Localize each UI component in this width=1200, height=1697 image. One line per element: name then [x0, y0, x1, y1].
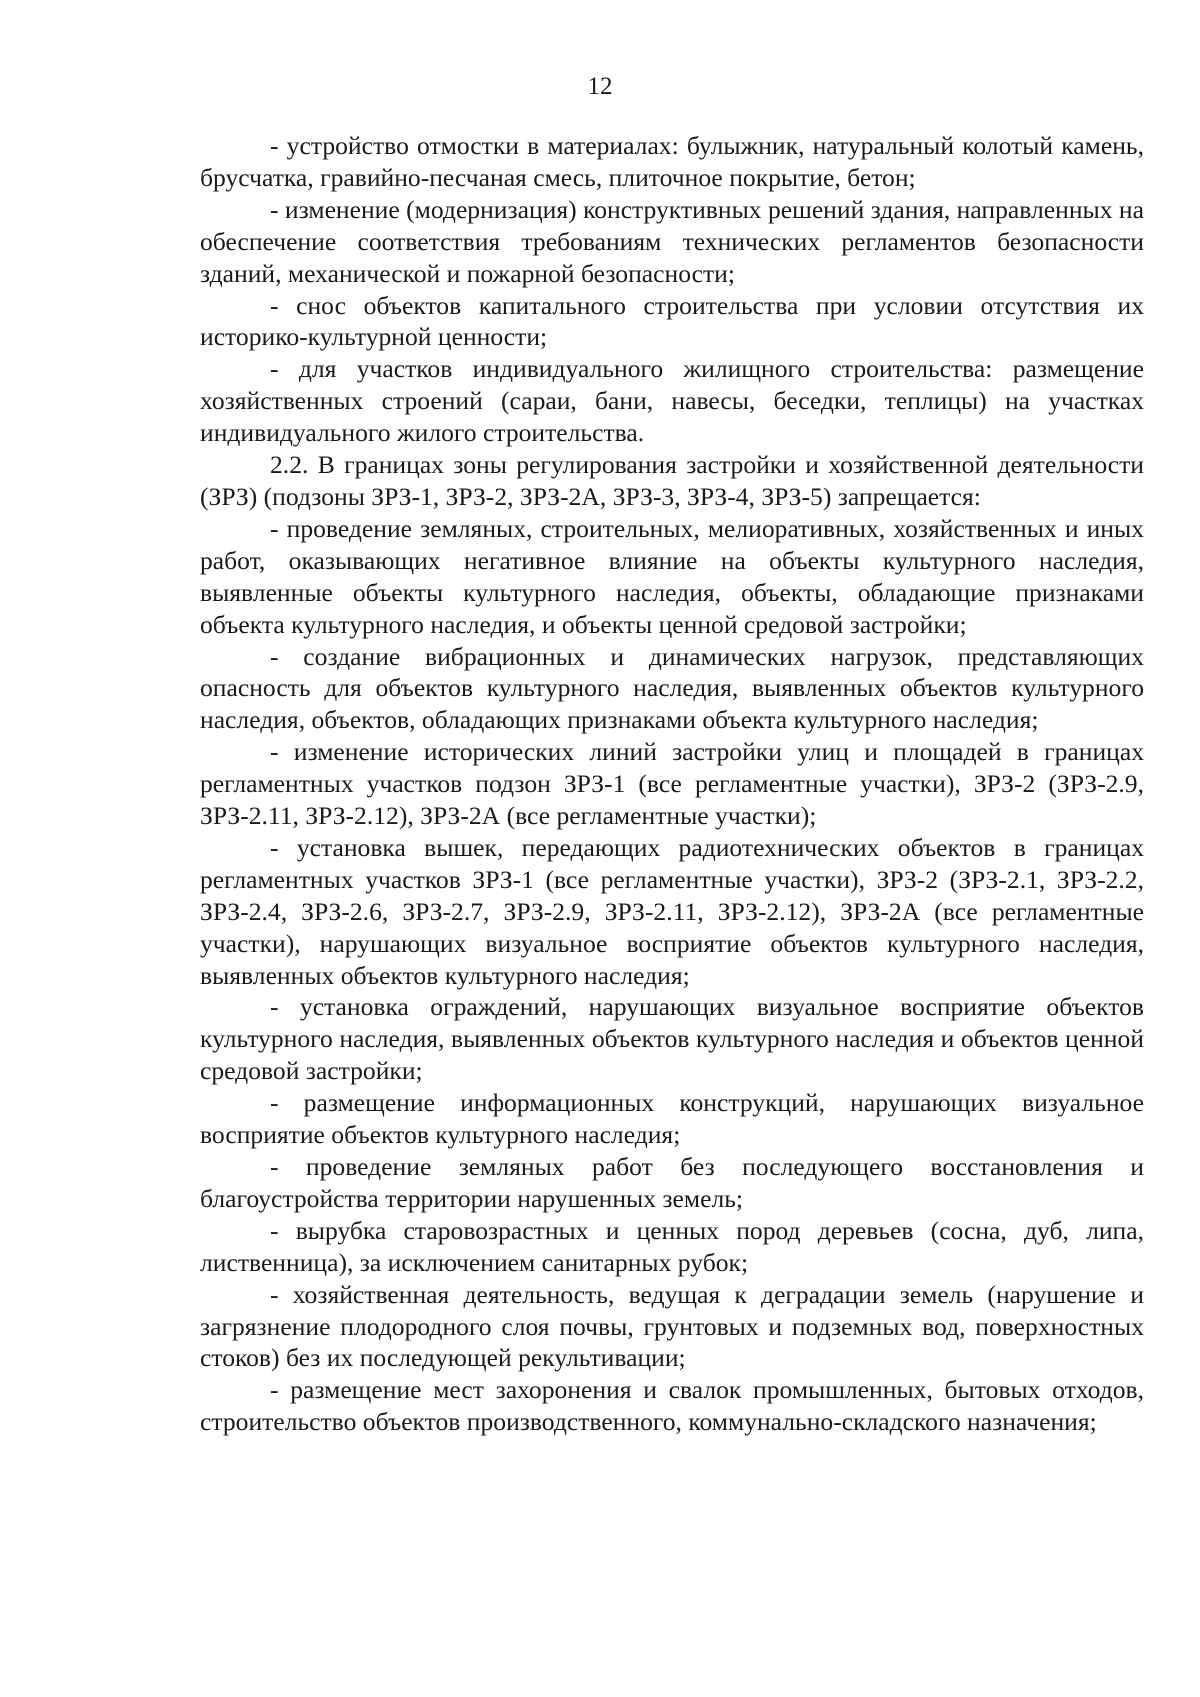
paragraph-demolition: - снос объектов капитального строительства при условии отсутствия их историко-культурной ценности;	[200, 290, 1144, 352]
paragraph-section-2-2-heading: 2.2. В границах зоны регулирования застройки и хозяйственной деятельности (ЗРЗ) (подзоны ЗРЗ-1, ЗРЗ-2, ЗРЗ-2А, ЗРЗ-3, ЗРЗ-4, ЗРЗ-5) запрещается:	[200, 450, 1144, 511]
paragraph-pavement-materials: - устройство отмостки в материалах: булыжник, натуральный колотый камень, брусчатка, гравийно-песчаная смесь, плиточное покрытие, бетон;	[200, 131, 1144, 192]
paragraph-vibration-loads: - создание вибрационных и динамических нагрузок, представляющих опасность для объектов культурного наследия, выявленных объектов культурного наследия, объектов, обладающих признаками объекта культурного наследия;	[200, 641, 1144, 735]
paragraph-earthworks-restoration: - проведение земляных работ без последующего восстановления и благоустройства территории нарушенных земель;	[200, 1152, 1144, 1213]
paragraph-building-lines: - изменение исторических линий застройки улиц и площадей в границах регламентных участков подзон ЗРЗ-1 (все регламентные участки), ЗРЗ-2 (ЗРЗ-2.9, ЗРЗ-2.11, ЗРЗ-2.12), ЗРЗ-2А (все регламентные участки);	[200, 737, 1144, 831]
paragraph-earthworks-ban: - проведение земляных, строительных, мелиоративных, хозяйственных и иных работ, оказывающих негативное влияние на объекты культурного наследия, выявленные объекты культурного наследия, объекты, обладающие признаками объекта культурного наследия, и объекты ценной средовой застройки;	[200, 513, 1144, 639]
paragraph-structural-modernization: - изменение (модернизация) конструктивных решений здания, направленных на обеспечение соответствия требованиям технических регламентов безопасности зданий, механической и пожарной безопасности;	[200, 194, 1144, 288]
paragraph-fences: - установка ограждений, нарушающих визуальное восприятие объектов культурного наследия, выявленных объектов культурного наследия и объектов ценной средовой застройки;	[200, 992, 1144, 1086]
paragraph-info-structures: - размещение информационных конструкций, нарушающих визуальное восприятие объектов культурного наследия;	[200, 1088, 1144, 1150]
document-body	[200, 130, 1144, 1438]
paragraph-waste-disposal: - размещение мест захоронения и свалок промышленных, бытовых отходов, строительство объектов производственного, коммунально-складского назначения;	[200, 1375, 1144, 1437]
paragraph-tree-felling: - вырубка старовозрастных и ценных пород деревьев (сосна, дуб, липа, лиственница), за исключением санитарных рубок;	[200, 1215, 1144, 1277]
paragraph-radio-towers: - установка вышек, передающих радиотехнических объектов в границах регламентных участков ЗРЗ-1 (все регламентные участки), ЗРЗ-2 (ЗРЗ-2.1, ЗРЗ-2.2, ЗРЗ-2.4, ЗРЗ-2.6, ЗРЗ-2.7, ЗРЗ-2.9, ЗРЗ-2.11, ЗРЗ-2.12), ЗРЗ-2А (все регламентные участки), нарушающих визуальное восприятие объектов культурного наследия, выявленных объектов культурного наследия;	[200, 832, 1144, 990]
paragraph-land-degradation: - хозяйственная деятельность, ведущая к деградации земель (нарушение и загрязнение плодородного слоя почвы, грунтовых и подземных вод, поверхностных стоков) без их последующей рекультивации;	[200, 1279, 1144, 1373]
page-number: 12	[587, 73, 613, 100]
paragraph-individual-housing: - для участков индивидуального жилищного строительства: размещение хозяйственных строений (сараи, бани, навесы, беседки, теплицы) на участках индивидуального жилого строительства.	[200, 354, 1144, 448]
